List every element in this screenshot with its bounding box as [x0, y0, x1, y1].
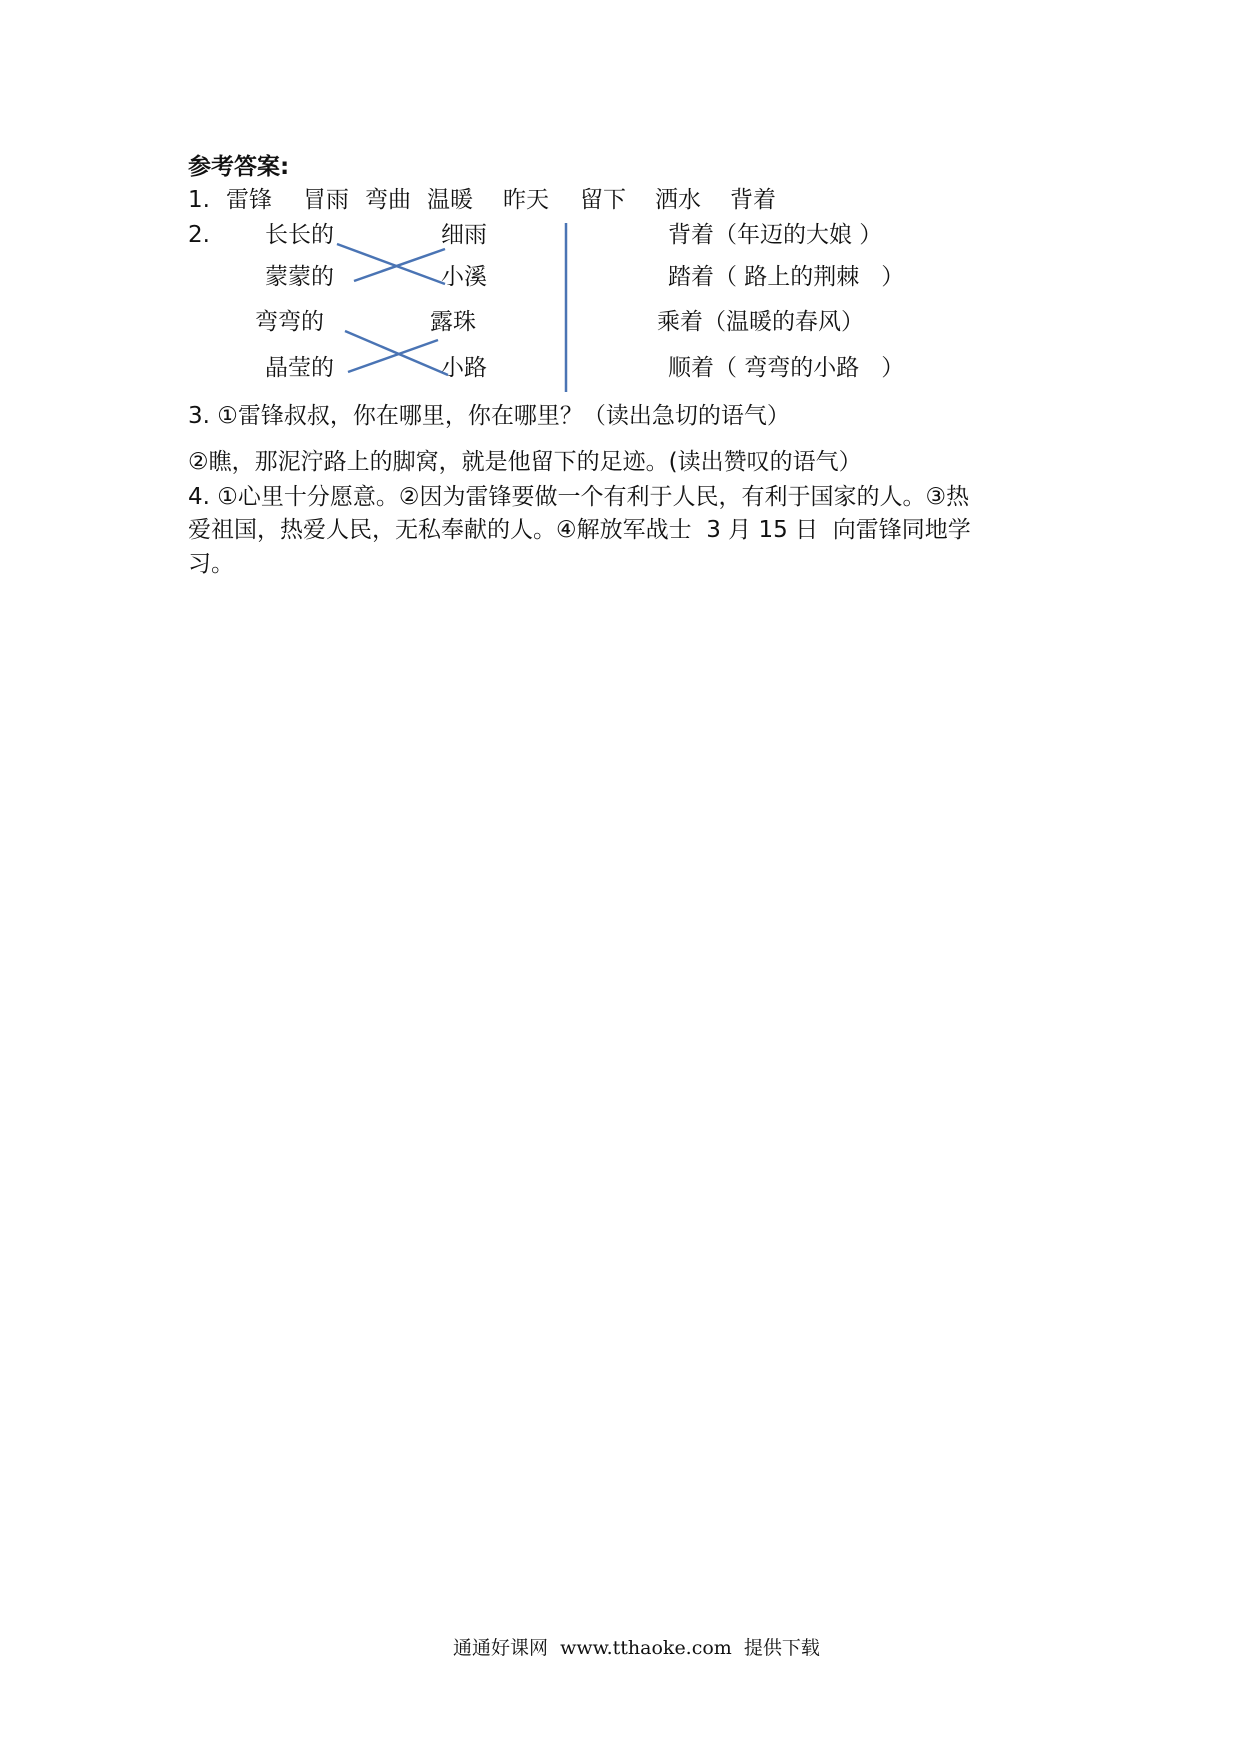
q2-right-word: 露珠 — [430, 309, 476, 335]
q4-line: 爱祖国，热爱人民，无私奉献的人。④解放军战士 3 月 15 日 向雷锋同地学 — [188, 517, 971, 543]
q1-word: 冒雨 — [303, 187, 349, 213]
q2-right-word: 细雨 — [441, 222, 487, 248]
q2-left-word: 蒙蒙的 — [265, 264, 334, 290]
q2-right-word: 小路 — [441, 355, 487, 381]
q1-word: 弯曲 — [365, 187, 411, 213]
q2-right-word: 小溪 — [441, 264, 487, 290]
q2-phrase: 顺着（ 弯弯的小路 ） — [668, 355, 905, 381]
q3-line: ②瞧，那泥泞路上的脚窝，就是他留下的足迹。(读出赞叹的语气） — [188, 449, 862, 475]
q2-left-word: 长长的 — [265, 222, 334, 248]
q2-phrase: 背着（年迈的大娘 ） — [668, 222, 883, 248]
footer-credit: 通通好课网 www.tthaoke.com 提供下载 — [453, 1637, 820, 1659]
answer-title: 参考答案: — [188, 154, 290, 180]
match-line — [348, 340, 438, 372]
q2-number: 2. — [188, 222, 210, 248]
q1-word: 洒水 — [655, 187, 701, 213]
q1-word: 背着 — [730, 187, 776, 213]
q2-left-word: 弯弯的 — [255, 309, 324, 335]
q3-line: 3. ①雷锋叔叔，你在哪里，你在哪里？（读出急切的语气） — [188, 403, 790, 429]
q1-number: 1. — [188, 187, 210, 213]
q1-word: 雷锋 — [226, 187, 272, 213]
q4-line: 4. ①心里十分愿意。②因为雷锋要做一个有利于人民，有利于国家的人。③热 — [188, 484, 970, 510]
q2-phrase: 乘着（温暖的春风） — [657, 309, 864, 335]
q2-left-word: 晶莹的 — [265, 355, 334, 381]
q1-word: 温暖 — [427, 187, 473, 213]
q4-line: 习。 — [188, 551, 234, 577]
q1-word: 昨天 — [503, 187, 549, 213]
q1-word: 留下 — [580, 187, 626, 213]
match-line — [354, 249, 445, 281]
q2-phrase: 踏着（ 路上的荆棘 ） — [668, 264, 905, 290]
match-line — [337, 244, 445, 284]
